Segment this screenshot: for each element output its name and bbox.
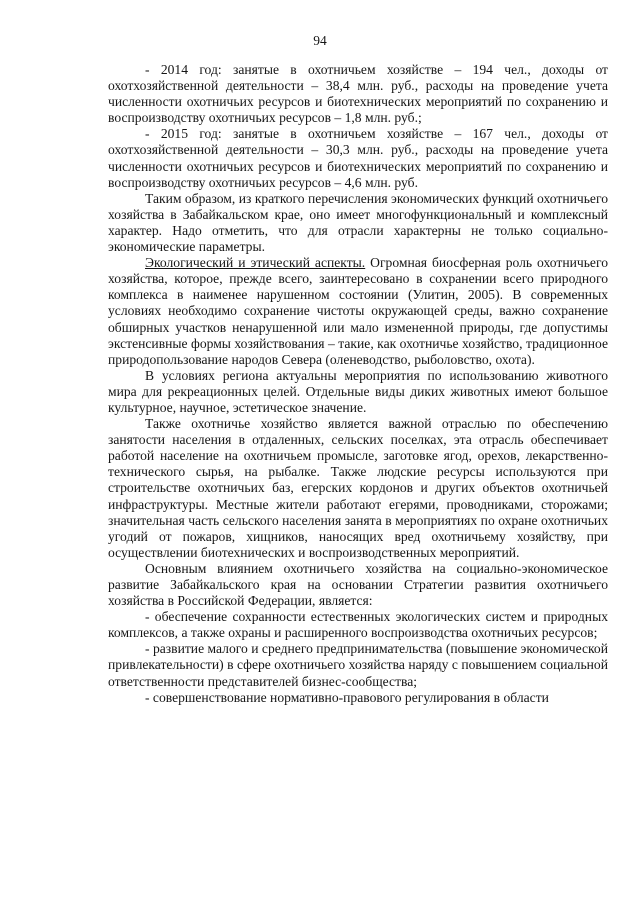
- paragraph-influence: Основным влиянием охотничьего хозяйства на социально-экономическое развитие Забайкальского края на основании Стратегии развития охотничьего хозяйства в Российской Федерации, является:: [108, 560, 608, 609]
- paragraph-ecology: [108, 255, 608, 368]
- list-item-regulation: - совершенствование нормативно-правового регулирования в области: [145, 689, 549, 705]
- page-number: 94: [313, 33, 327, 48]
- paragraph-recreation: В условиях региона актуальны мероприятия по использованию животного мира для рекреационных целей. Отдельные виды диких животных имеют большое культурное, научное, эстетическое значение.: [108, 367, 608, 415]
- paragraph-2015: - 2015 год: занятые в охотничьем хозяйстве – 167 чел., доходы от охотхозяйственной деятельности – 30,3 млн. руб., расходы на проведение учета численности охотничьих ресурсов и биотехнических мероприятий по сохранению и воспроизводству охотничьих ресурсов – 4,6 млн. руб.: [108, 126, 608, 190]
- ecology-heading: Экологический и этический аспекты.: [145, 255, 366, 271]
- paragraph-employment: Также охотничье хозяйство является важной отраслью по обеспечению занятости населения в отдаленных, сельских поселках, эта отрасль обеспечивает работой население на охотничьем промысле, заготовке ягод, орехов, лекарственно-технического сырья, на рыбалке. Также людские ресурсы используются при строительстве охотничьих баз, егерских кордонов и других объектов охотничьей инфраструктуры. Местные жители работают егерями, проводниками, сторожами; значительная часть сельского населения занята в мероприятиях по охране охотничьих угодий от пожаров, хищников, наносящих вред охотничьему хозяйству, при осуществлении биотехнических и воспроизводственных мероприятий.: [108, 416, 608, 560]
- paragraph-summary: Таким образом, из краткого перечисления экономических функций охотничьего хозяйства в Забайкальском крае, оно имеет многофункциональный и комплексный характер. Надо отметить, что для отрасли характерны не только социально-экономические параметры.: [108, 190, 608, 255]
- ecology-text: Огромная биосферная роль охотничьего хозяйства, которое, прежде всего, заинтересовано в сохранении всего природного комплекса в наименее нарушенном состоянии (Улитин, 2005). В современных условиях необходимо сохранение чистоты окружающей среды, важно сохранение обширных участков ненарушенной или мало измененной природы, где допустимы экстенсивные формы хозяйствования – такие, как охотничье хозяйство, традиционное природопользование народов Севера (оленеводство, рыболовство, охота).: [108, 255, 608, 367]
- list-item-business: - развитие малого и среднего предпринимательства (повышение экономической привлекательности) в сфере охотничьего хозяйства наряду с повышением социальной ответственности представителей бизнес-сообщества;: [108, 641, 608, 689]
- document-body: [108, 62, 608, 706]
- list-item-preservation: - обеспечение сохранности естественных экологических систем и природных комплексов, а также охраны и расширенного воспроизводства охотничьих ресурсов;: [108, 609, 608, 641]
- paragraph-2014: - 2014 год: занятые в охотничьем хозяйстве – 194 чел., доходы от охотхозяйственной деятельности – 38,4 млн. руб., расходы на проведение учета численности охотничьих ресурсов и биотехнических мероприятий по сохранению и воспроизводству охотничьих ресурсов – 1,8 млн. руб.;: [108, 62, 608, 126]
